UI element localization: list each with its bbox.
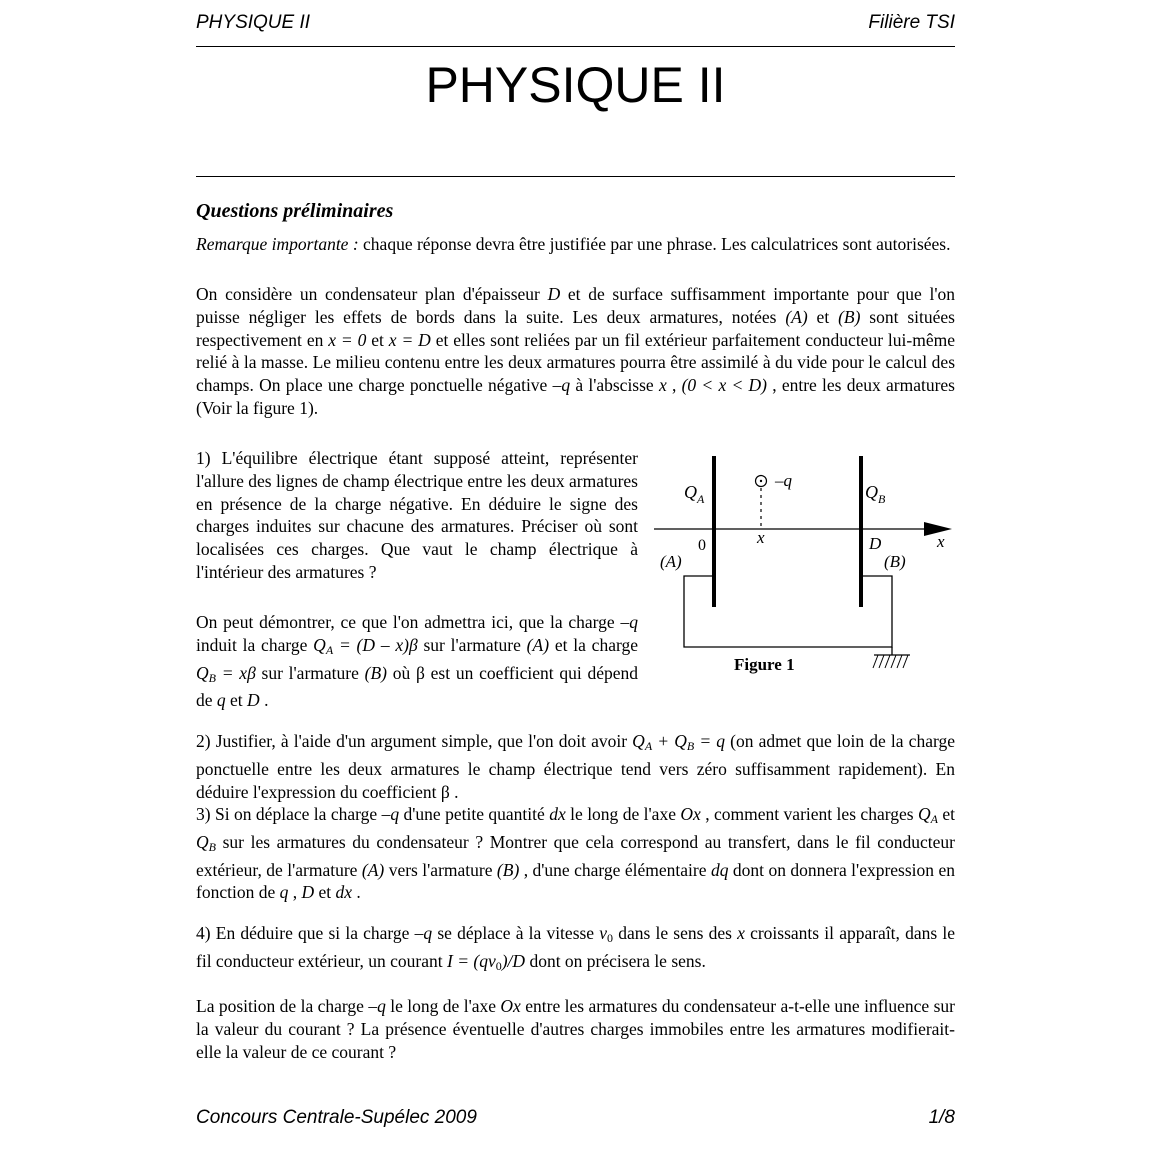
q3-text: le long de l'axe	[565, 804, 681, 824]
page-title: PHYSIQUE II	[425, 57, 726, 113]
question-1-continuation	[196, 611, 638, 712]
math-minus-q: –q	[414, 923, 433, 943]
q1b-text: sur l'armature	[417, 634, 527, 655]
q2-text: (on admet que loin de la charge ponctuelle entre les deux armatures le champ électrique tend vers zéro suffisamment rapidement). En déduire l'expression du coefficient β .	[196, 731, 955, 802]
q1b-text: où β est un coefficient qui dépend de	[196, 662, 638, 711]
q1b-text: et la charge	[549, 634, 638, 655]
q4b-text: le long de l'axe	[385, 996, 501, 1016]
math-B: (B)	[496, 859, 520, 880]
remark-paragraph	[196, 233, 955, 256]
section-title: Questions préliminaires	[196, 200, 394, 222]
math-sub-B: B	[686, 739, 695, 753]
q3-text: sur les armatures du condensateur ? Montrer que cela correspond au transfert, dans le fil conducteur extérieur, de l'armature	[196, 831, 955, 880]
math-minus-q: –q	[381, 804, 400, 824]
math-minus-q: –q	[368, 996, 386, 1016]
point-charge-center	[760, 480, 762, 482]
math-Q: Q	[196, 831, 209, 852]
math-dx: dx	[335, 882, 353, 903]
figure-caption: Figure 1	[734, 655, 795, 674]
math-Ox: Ox	[500, 996, 521, 1016]
question-2	[196, 730, 955, 803]
math-sub-A: A	[325, 642, 334, 657]
charge-label: –q	[775, 471, 792, 490]
math-sub-B: B	[208, 670, 216, 685]
math-D: D	[547, 284, 561, 304]
math-sub-0: 0	[607, 931, 614, 945]
intro-text: sont situées respectivement en	[196, 306, 955, 350]
question-4	[196, 922, 955, 978]
math-x: x	[737, 923, 745, 943]
math-q: q	[279, 882, 289, 903]
running-header-left: PHYSIQUE II	[196, 12, 311, 33]
intro-text: On considère un condensateur plan d'épaisseur	[196, 284, 548, 304]
math-sub-0: 0	[495, 958, 502, 973]
label-origin: 0	[698, 537, 706, 554]
label-armature-A: (A)	[660, 552, 682, 571]
q3-text: vers l'armature	[384, 859, 497, 880]
math-eq-q: = q	[694, 731, 726, 751]
q4-text: croissants il apparaît, dans le fil conducteur extérieur, un courant	[196, 923, 955, 971]
q4-text: dans le sens des	[613, 923, 738, 943]
remark-text: chaque réponse devra être justifiée par une phrase. Les calculatrices sont autorisées.	[358, 234, 951, 254]
q3-text: .	[352, 882, 361, 903]
math-A: (A)	[526, 634, 550, 655]
math-plus: +	[652, 731, 675, 751]
q1b-text: induit la charge	[196, 634, 314, 655]
label-QA: $Q_A$	[684, 482, 705, 506]
q1b-text: On peut démontrer, ce que l'on admettra ici, que la charge	[196, 612, 621, 632]
question-1-text: 1) L'équilibre électrique étant supposé atteint, représenter l'allure des lignes de champ électrique entre les deux armatures en présence de la charge négative. En déduire le signe des charges induites sur chacune des armatures. Préciser où sont localisées ces charges. Que vaut le champ électrique à l'intérieur des armatures ?	[196, 448, 638, 582]
footer-left: Concours Centrale-Supélec 2009	[196, 1107, 477, 1128]
math-q: q	[216, 690, 226, 711]
math-Ox: Ox	[680, 804, 701, 824]
math-D: D	[247, 690, 260, 711]
intro-text: à l'abscisse	[570, 375, 659, 396]
intro-paragraph	[196, 283, 955, 420]
title-rule	[196, 176, 955, 177]
question-1	[196, 447, 638, 584]
math-D: D	[301, 882, 315, 903]
math-B: (B)	[838, 306, 861, 327]
q3-text: 3) Si on déplace la charge	[196, 804, 382, 824]
q4b-text: entre les armatures du condensateur a-t-elle une influence sur la valeur du courant ? La présence éventuelle d'autres charges immobiles entre les armatures modifierait-elle la valeur de ce courant ?	[196, 996, 955, 1062]
math-current-end: )/D	[501, 950, 526, 971]
math-Q: Q	[313, 634, 326, 655]
running-header-right: Filière TSI	[868, 12, 955, 33]
q4-text: se déplace à la vitesse	[432, 923, 600, 943]
math-range: (0 < x < D)	[681, 375, 767, 396]
intro-text: ,	[666, 375, 682, 396]
question-4-continuation	[196, 995, 955, 1063]
math-B: (B)	[364, 662, 387, 683]
remark-label: Remarque importante :	[196, 234, 359, 254]
math-x: x	[658, 375, 667, 396]
intro-text: , entre les deux armatures (Voir la figure 1).	[196, 375, 955, 418]
math-Q: Q	[196, 662, 209, 683]
q1b-text: .	[259, 690, 269, 711]
figure-1-capacitor-diagram	[650, 450, 960, 680]
q1b-text: sur l'armature	[255, 662, 365, 683]
math-v: v	[599, 923, 608, 943]
math-sub-A: A	[930, 812, 938, 826]
ground-symbol	[873, 647, 910, 668]
math-minus-q: –q	[620, 612, 638, 632]
q3-text: , comment varient les charges	[700, 804, 918, 824]
math-x0: x = 0	[328, 329, 367, 350]
q2-text: 2) Justifier, à l'aide d'un argument simple, que l'on doit avoir	[196, 731, 633, 751]
math-minus-q: –q	[552, 375, 571, 396]
q3-text: d'une petite quantité	[399, 804, 550, 824]
question-3	[196, 803, 955, 904]
page-number: 1/8	[928, 1107, 955, 1128]
math-eq-A: = (D – x)β	[333, 634, 418, 655]
label-axis-x: x	[937, 532, 945, 551]
math-xD: x = D	[388, 329, 431, 350]
intro-text: et	[366, 329, 389, 350]
intro-text: et de surface suffisamment importante pour que l'on puisse négliger les effets de bords dans la suite. Les deux armatures, notées	[196, 284, 956, 327]
label-armature-B: (B)	[884, 552, 906, 571]
intro-text: et	[807, 306, 839, 327]
math-dq: dq	[710, 859, 729, 880]
q3-text: , d'une charge élémentaire	[519, 859, 711, 880]
math-sub-A: A	[644, 739, 653, 753]
intro-text: et elles sont reliées par un fil extérieur parfaitement conducteur lui-même relié à la masse. Le milieu contenu entre les deux armatures pourra être assimilé à du vide pour le calcul des champs. On place une charge ponctuelle négative	[196, 329, 955, 396]
q3-text: ,	[288, 882, 302, 903]
label-x-position: x	[757, 528, 765, 547]
q4-text: dont on précisera le sens.	[525, 950, 706, 971]
q3-text: et	[937, 804, 956, 824]
q3-text: et	[314, 882, 336, 903]
math-sub-B: B	[208, 839, 216, 854]
q1b-text: et	[225, 690, 248, 711]
math-Q: Q	[632, 731, 645, 751]
math-Q: Q	[674, 731, 687, 751]
math-dx: dx	[549, 804, 566, 824]
math-A: (A)	[785, 306, 808, 327]
q4b-text: La position de la charge	[196, 996, 369, 1016]
q4-text: 4) En déduire que si la charge	[196, 923, 415, 943]
label-D: D	[869, 534, 882, 553]
q3-text: dont on donnera l'expression en fonction de	[196, 859, 955, 903]
math-Q: Q	[917, 804, 931, 824]
math-A: (A)	[361, 859, 385, 880]
math-current: I = (qv	[447, 950, 496, 971]
label-QB: $Q_B$	[865, 482, 886, 506]
header-rule	[196, 46, 955, 47]
math-eq-B: = xβ	[215, 662, 256, 683]
